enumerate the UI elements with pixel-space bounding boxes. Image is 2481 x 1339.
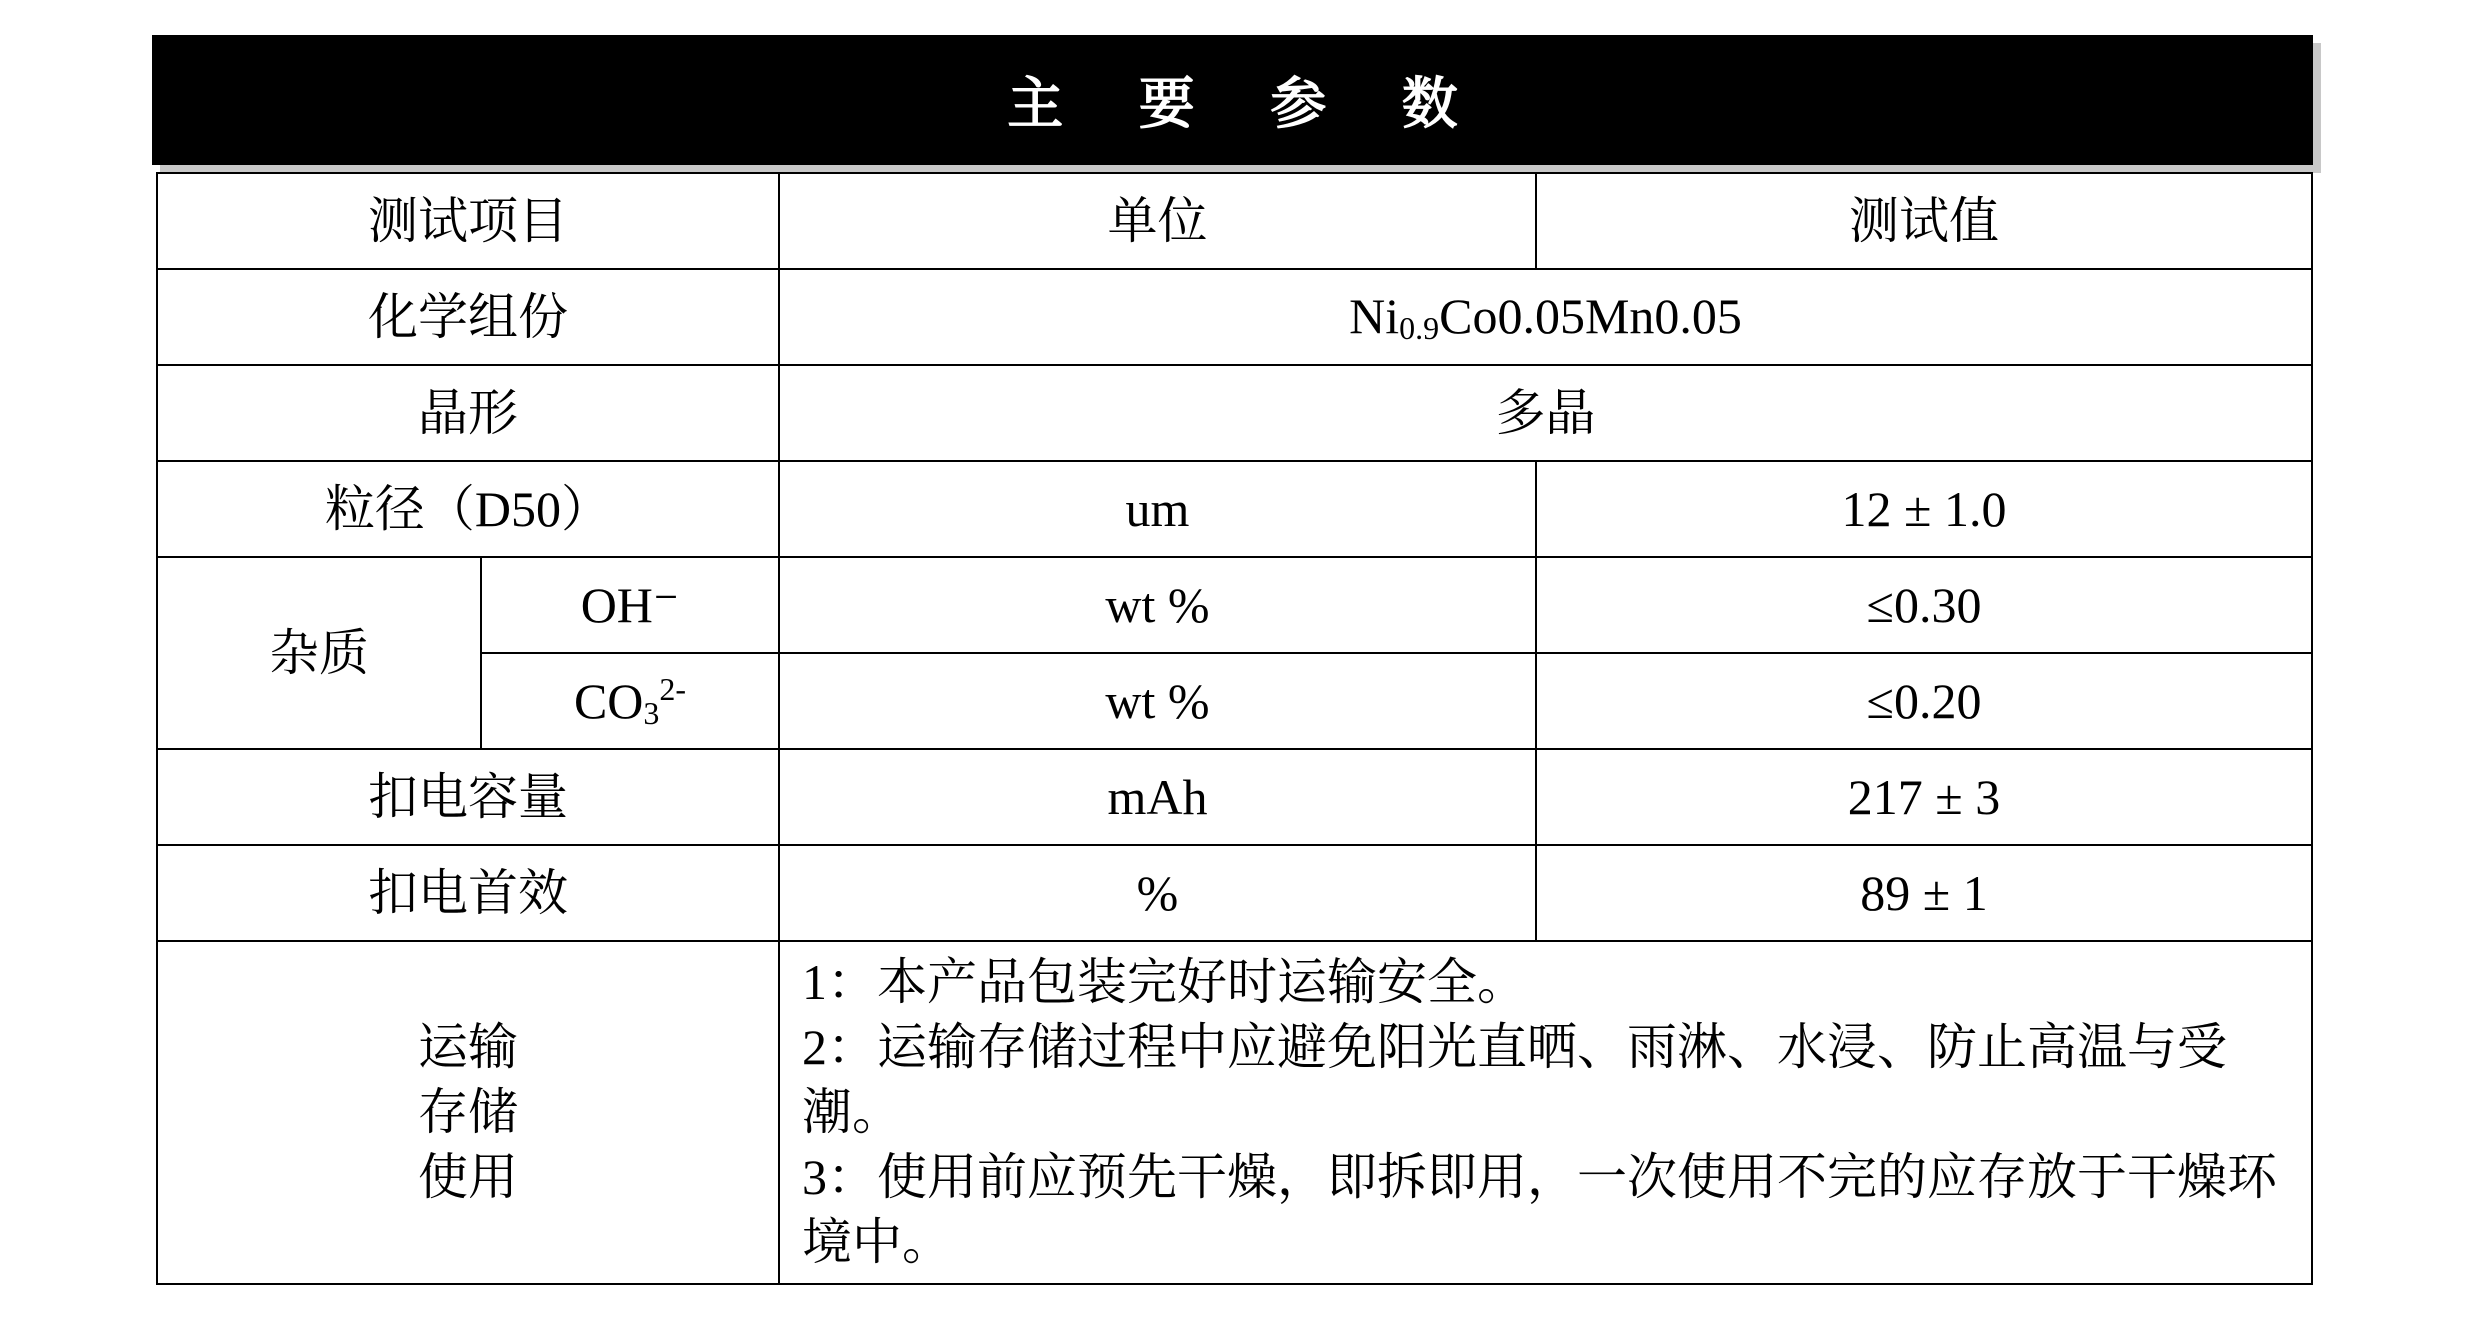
impurity-co3-value: ≤0.20 [1536,653,2312,749]
impurity-oh-value: ≤0.30 [1536,557,2312,653]
efficiency-label: 扣电首效 [157,845,779,941]
formula-subscript: 0.9 [1399,310,1440,347]
crystal-value: 多晶 [779,365,2312,461]
particle-size-row [157,461,2312,557]
capacity-label: 扣电容量 [157,749,779,845]
capacity-value: 217 ± 3 [1536,749,2312,845]
impurity-label: 杂质 [157,557,481,749]
header-value: 测试值 [1536,173,2312,269]
storage-label-line: 使用 [418,1149,518,1205]
storage-label [157,941,779,1284]
formula-prefix: Ni [1349,288,1400,345]
header-item: 测试项目 [157,173,779,269]
storage-note: 3：使用前应预先干燥，即拆即用，一次使用不完的应存放于干燥环境中。 [802,1149,2277,1270]
crystal-row [157,365,2312,461]
efficiency-value: 89 ± 1 [1536,845,2312,941]
storage-note: 1：本产品包装完好时运输安全。 [802,954,1527,1010]
table-title: 主 要 参 数 [1007,72,1486,137]
composition-row [157,269,2312,365]
storage-note: 2：运输存储过程中应避免阳光直晒、雨淋、水浸、防止高温与受潮。 [802,1019,2227,1140]
efficiency-unit: % [779,845,1536,941]
storage-notes [779,941,2312,1284]
composition-label: 化学组份 [157,269,779,365]
parameters-table [156,172,2313,1285]
co3-superscript: 2- [659,670,687,707]
efficiency-row [157,845,2312,941]
particle-size-label: 粒径（D50） [157,461,779,557]
co3-subscript: 3 [643,694,660,731]
particle-size-value: 12 ± 1.0 [1536,461,2312,557]
storage-label-line: 存储 [418,1084,518,1140]
co3-base: CO [573,672,644,729]
impurity-co3-row [157,653,2312,749]
title-bar [152,35,2313,165]
composition-formula [779,269,2312,365]
storage-row [157,941,2312,1284]
crystal-label: 晶形 [157,365,779,461]
capacity-unit: mAh [779,749,1536,845]
formula-suffix: Co0.05Mn0.05 [1439,288,1742,345]
header-unit: 单位 [779,173,1536,269]
impurity-oh-row [157,557,2312,653]
storage-label-line: 运输 [418,1019,518,1075]
impurity-oh-name: OH⁻ [481,557,779,653]
capacity-row [157,749,2312,845]
impurity-oh-unit: wt % [779,557,1536,653]
impurity-co3-name [481,653,779,749]
table-header-row [157,173,2312,269]
particle-size-unit: um [779,461,1536,557]
impurity-co3-unit: wt % [779,653,1536,749]
